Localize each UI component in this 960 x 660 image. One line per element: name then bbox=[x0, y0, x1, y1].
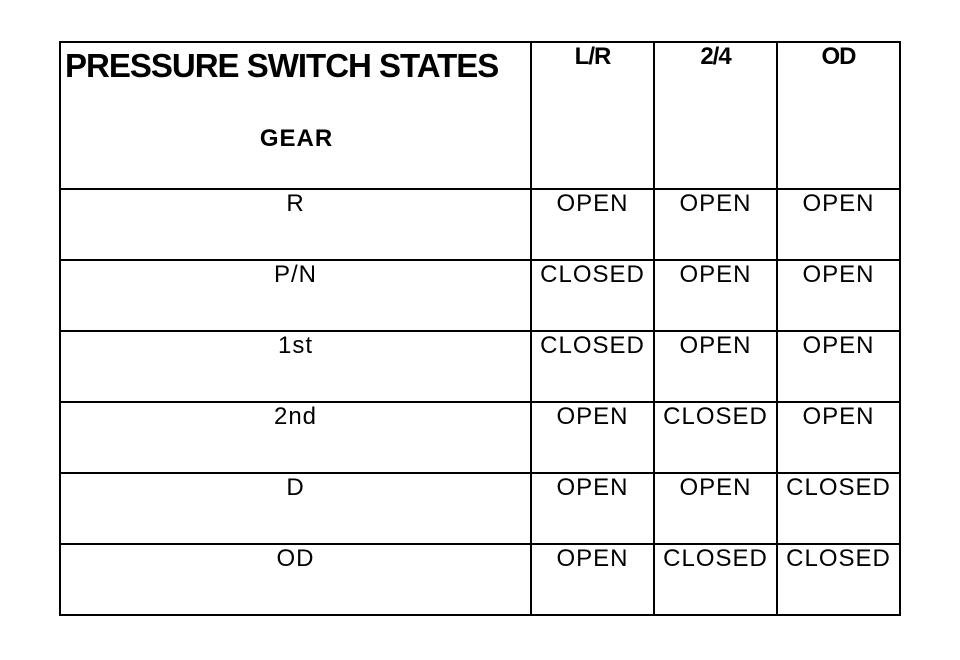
gear-cell: 1st bbox=[60, 331, 531, 402]
state-cell-2-4: CLOSED bbox=[654, 544, 777, 615]
gear-cell: R bbox=[60, 189, 531, 260]
table-row bbox=[60, 331, 900, 402]
state-cell-lr: OPEN bbox=[531, 473, 654, 544]
table-row bbox=[60, 544, 900, 615]
table-title: PRESSURE SWITCH STATES bbox=[65, 47, 499, 84]
gear-cell: OD bbox=[60, 544, 531, 615]
state-cell-lr: OPEN bbox=[531, 544, 654, 615]
state-cell-2-4: OPEN bbox=[654, 189, 777, 260]
gear-column-header: GEAR bbox=[259, 125, 334, 152]
gear-cell: D bbox=[60, 473, 531, 544]
table-row bbox=[60, 260, 900, 331]
state-cell-lr: OPEN bbox=[531, 402, 654, 473]
state-cell-lr: CLOSED bbox=[531, 331, 654, 402]
state-cell-2-4: OPEN bbox=[654, 473, 777, 544]
state-cell-od: OPEN bbox=[777, 189, 900, 260]
state-cell-2-4: OPEN bbox=[654, 260, 777, 331]
pressure-switch-states-table bbox=[59, 41, 901, 616]
gear-cell: 2nd bbox=[60, 402, 531, 473]
table-row bbox=[60, 402, 900, 473]
switch-header-lr: L/R bbox=[531, 42, 654, 189]
switch-header-od: OD bbox=[777, 42, 900, 189]
header-row bbox=[60, 42, 900, 189]
gear-cell: P/N bbox=[60, 260, 531, 331]
state-cell-od: CLOSED bbox=[777, 544, 900, 615]
switch-header-2-4: 2/4 bbox=[654, 42, 777, 189]
state-cell-od: OPEN bbox=[777, 260, 900, 331]
gear-header-cell bbox=[60, 42, 531, 189]
state-cell-lr: CLOSED bbox=[531, 260, 654, 331]
state-cell-lr: OPEN bbox=[531, 189, 654, 260]
state-cell-od: OPEN bbox=[777, 402, 900, 473]
pressure-switch-table-container bbox=[59, 41, 901, 616]
table-row bbox=[60, 473, 900, 544]
table-row bbox=[60, 189, 900, 260]
state-cell-2-4: CLOSED bbox=[654, 402, 777, 473]
state-cell-2-4: OPEN bbox=[654, 331, 777, 402]
state-cell-od: CLOSED bbox=[777, 473, 900, 544]
state-cell-od: OPEN bbox=[777, 331, 900, 402]
